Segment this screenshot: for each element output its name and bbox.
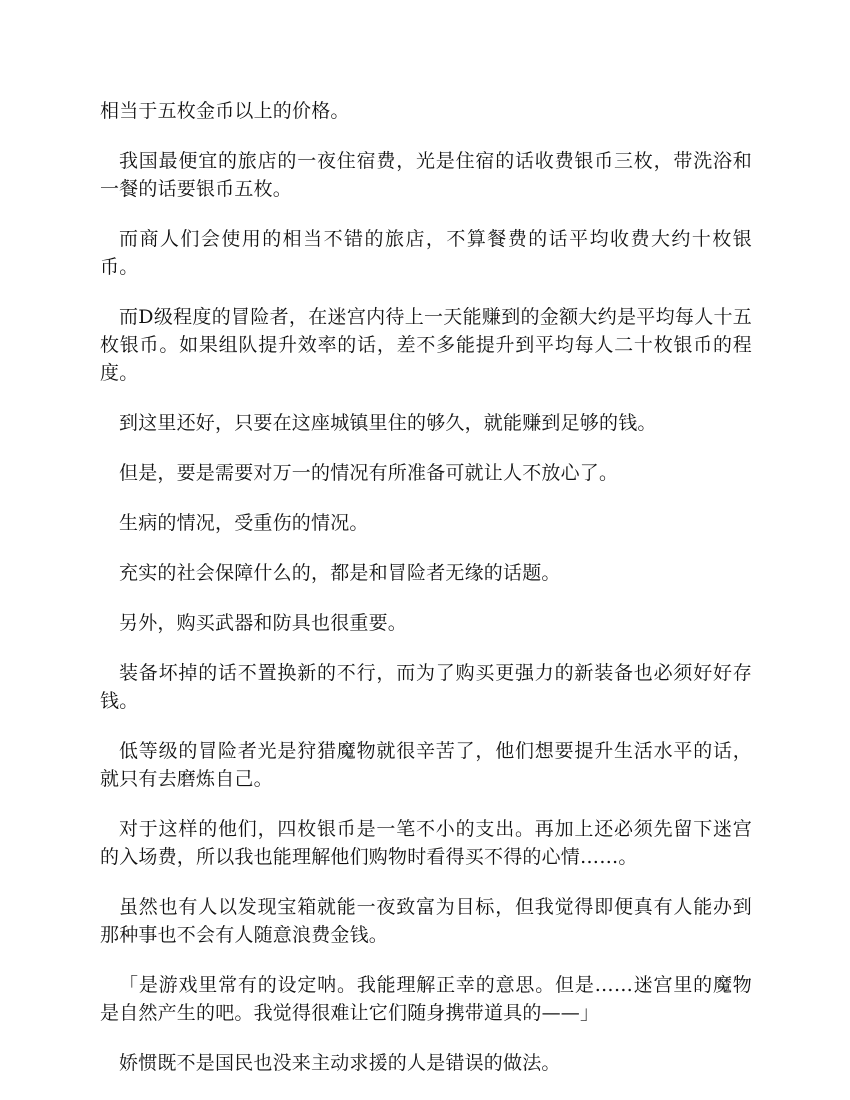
document-body <box>100 97 752 1099</box>
paragraph: 虽然也有人以发现宝箱就能一夜致富为目标，但我觉得即便真有人能办到那种事也不会有人随意浪费金钱。 <box>100 896 752 946</box>
paragraph: 充实的社会保障什么的，都是和冒险者无缘的话题。 <box>119 562 561 584</box>
paragraph: 「是游戏里常有的设定呐。我能理解正幸的意思。但是……迷宫里的魔物是自然产生的吧。我觉得很难让它们随身携带道具的——」 <box>100 974 752 1024</box>
paragraph: 但是，要是需要对万一的情况有所准备可就让人不放心了。 <box>119 462 619 484</box>
paragraph: 我国最便宜的旅店的一夜住宿费，光是住宿的话收费银币三枚，带洗浴和一餐的话要银币五枚。 <box>100 150 752 200</box>
paragraph: 到这里还好，只要在这座城镇里住的够久，就能赚到足够的钱。 <box>119 412 657 434</box>
paragraph: 生病的情况，受重伤的情况。 <box>119 512 369 534</box>
paragraph: 娇惯既不是国民也没来主动求援的人是错误的做法。 <box>119 1052 561 1074</box>
paragraph: 相当于五枚金币以上的价格。 <box>100 100 350 122</box>
paragraph: 另外，购买武器和防具也很重要。 <box>119 612 408 634</box>
paragraph: 低等级的冒险者光是狩猎魔物就很辛苦了，他们想要提升生活水平的话，就只有去磨炼自己。 <box>100 740 752 790</box>
paragraph: 而D级程度的冒险者，在迷宫内待上一天能赚到的金额大约是平均每人十五枚银币。如果组队提升效率的话，差不多能提升到平均每人二十枚银币的程度。 <box>100 306 752 384</box>
paragraph: 装备坏掉的话不置换新的不行，而为了购买更强力的新装备也必须好好存钱。 <box>100 662 752 712</box>
paragraph: 而商人们会使用的相当不错的旅店，不算餐费的话平均收费大约十枚银币。 <box>100 228 752 278</box>
paragraph: 对于这样的他们，四枚银币是一笔不小的支出。再加上还必须先留下迷宫的入场费，所以我也能理解他们购物时看得买不得的心情……。 <box>100 818 752 868</box>
